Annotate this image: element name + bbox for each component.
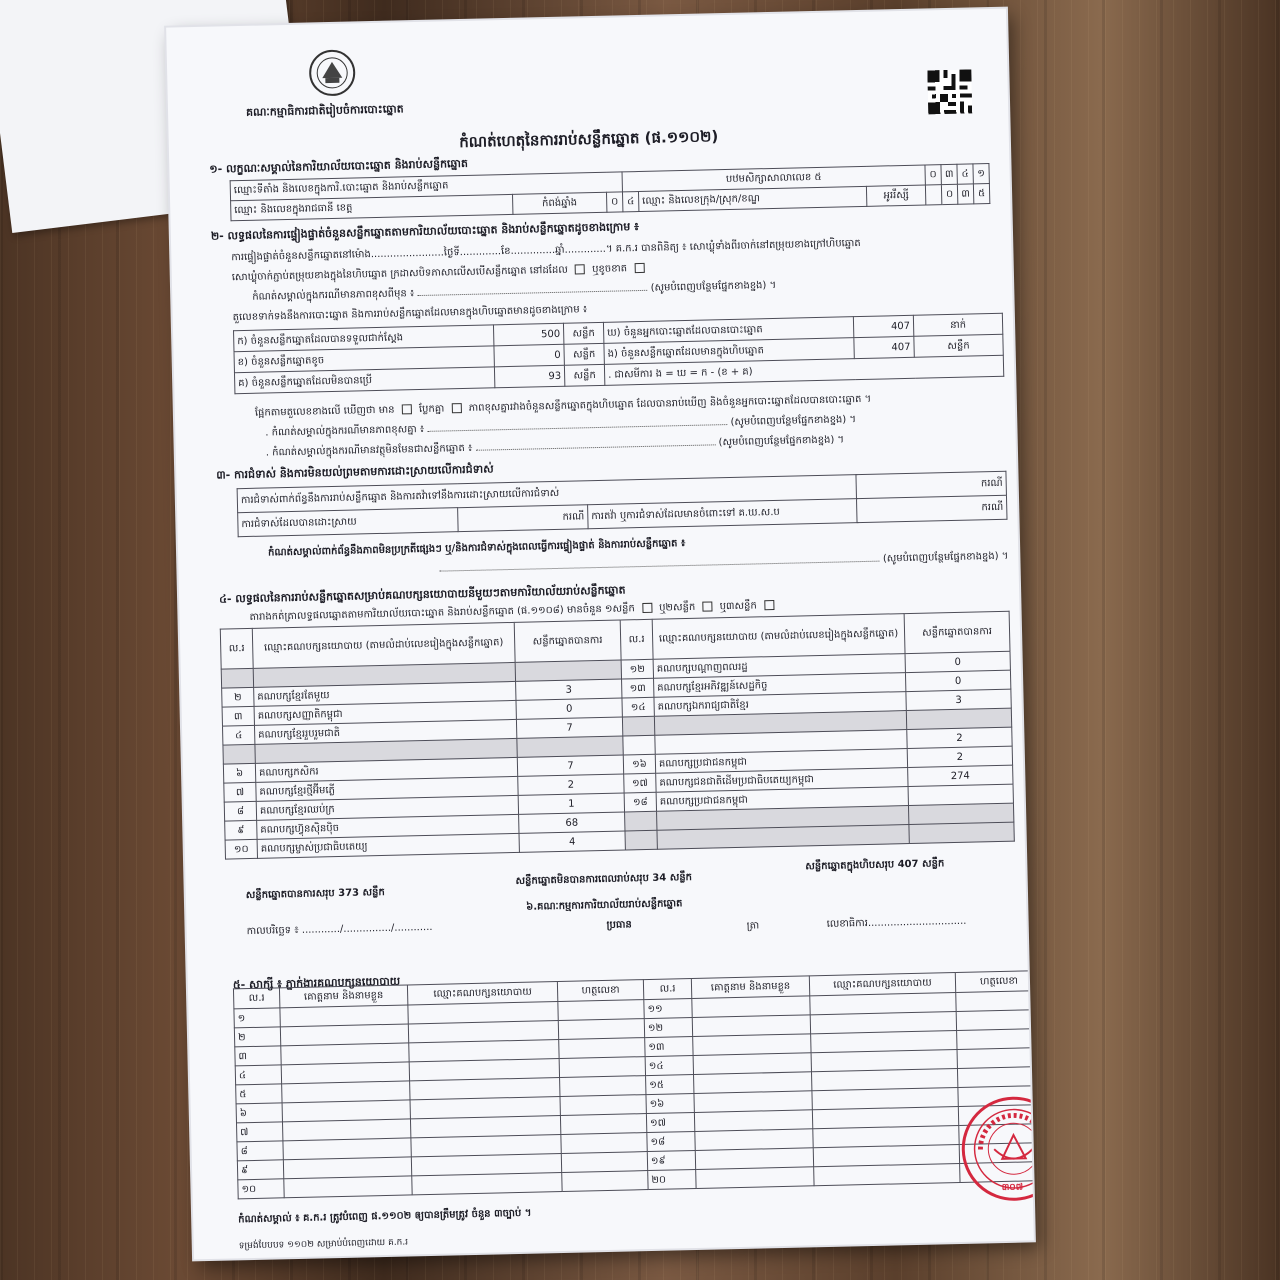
col-party: ឈ្មោះគណបក្សនយោបាយ	[809, 973, 955, 996]
count-unit: នាក់	[913, 313, 1002, 336]
party-name: គណបក្សម្ចាស់ប្រជាធិបតេយ្យ	[257, 833, 519, 858]
col-name: គោត្តនាម និងនាមខ្លួន	[691, 976, 809, 999]
party-votes	[909, 822, 1014, 843]
count-unit: សន្លឹក	[563, 322, 603, 344]
checkbox	[634, 263, 644, 273]
option-2: ឬ២សន្លឹក	[659, 601, 696, 614]
place-label: ឈ្មោះទីតាំង និងលេខក្នុងការិ.បោះឆ្នោត និងរាប់សន្លឹកឆ្នោត	[230, 172, 622, 201]
party-no: ៤	[222, 725, 254, 745]
witness-no: ១៣	[645, 1037, 693, 1057]
party-no: ១៨	[624, 792, 656, 812]
unit: សន្លឹក	[362, 886, 385, 899]
col-name: គោត្តនាម និងនាមខ្លួន	[279, 985, 407, 1008]
party-votes	[517, 736, 623, 757]
count-unit: សន្លឹក	[564, 343, 604, 365]
valid-value: 373	[338, 887, 360, 900]
party-name: គណបក្សកសិករ	[255, 757, 517, 782]
col-no: ល.រ	[620, 619, 653, 660]
witness-no: ៨	[237, 1141, 283, 1161]
party-name: គណបក្សហ៊្វុនស៊ិនប៉ិច	[257, 814, 519, 839]
witness-no: ១៤	[645, 1055, 693, 1075]
note-a-label: . កំណត់សម្គាល់ក្នុងករណីមានភាពខុសគ្នា ៖	[265, 423, 425, 439]
witness-table	[233, 970, 1034, 1199]
witness-cell	[559, 1038, 645, 1059]
col-votes: សន្លឹកឆ្នោតបានការ	[514, 620, 621, 662]
col-votes: សន្លឹកឆ្នោតបានការ	[904, 611, 1010, 653]
count-label: ង) ចំនួនសន្លឹកឆ្នោតដែលមានក្នុងហិបឆ្នោត	[604, 338, 854, 365]
count-value: 500	[493, 323, 563, 346]
seal-text: សោឃ្លុំចាក់ភ្ជាប់តម្រុយខាងក្នុងនៃហិបឆ្នោត ក្រដាសបិទភាសាលើសបើសន្លឹកឆ្នោត នៅដដែល	[231, 264, 568, 284]
witness-no: ១៩	[647, 1150, 695, 1170]
district-digit: ០	[607, 192, 623, 212]
count-unit: សន្លឹក	[914, 334, 1003, 357]
checkbox	[451, 403, 461, 413]
invalid-value: 34	[652, 872, 667, 884]
member-label: ត្រា	[746, 920, 760, 932]
witness-cell	[558, 1019, 644, 1040]
checkbox	[642, 603, 652, 613]
party-no: ១៣	[622, 678, 654, 698]
count-label: ក) ចំនួនសន្លឹកឆ្នោតដែលបានទទួលជាក់ស្តែង	[234, 325, 494, 352]
party-votes: 7	[517, 755, 623, 776]
col-party: ឈ្មោះគណបក្សនយោបាយ (តាមលំដាប់លេខរៀងក្នុងសន្លឹកឆ្នោត)	[652, 614, 905, 660]
count-value: 407	[853, 315, 913, 337]
witness-no: ៩	[237, 1160, 283, 1180]
witness-no: ២០	[648, 1169, 696, 1189]
checkbox	[575, 264, 585, 274]
party-no	[625, 811, 657, 831]
witness-no: ១០	[238, 1179, 284, 1199]
official-stamp	[961, 1096, 1034, 1202]
party-votes	[908, 784, 1013, 805]
valid-total	[246, 885, 385, 903]
count-label: គ) ចំនួនសន្លឹកឆ្នោតដែលមិនបានប្រើ	[234, 367, 494, 394]
compare-text: ផ្អែកតាមតួលេខខាងលើ ឃើញថា មាន	[254, 404, 395, 419]
unit: សន្លឹក	[921, 858, 945, 870]
box-total	[805, 856, 944, 874]
witness-no: ១៥	[646, 1074, 694, 1094]
fill-line	[418, 290, 648, 296]
checkbox	[402, 404, 412, 414]
note-b-label: . កំណត់សម្គាល់ក្នុងករណីមានវត្ថុមិនមែនជាសន្លឹកឆ្នោត ៖	[265, 442, 473, 459]
witness-cell	[284, 1176, 412, 1198]
witness-no: ១	[234, 1008, 280, 1028]
witness-no: ១៦	[646, 1093, 694, 1113]
section1-title: ១- លក្ខណៈសម្គាល់នៃការិយាល័យបោះឆ្នោត និងរាប់សន្លឹកឆ្នោត	[209, 156, 469, 176]
verification-line: ការផ្ទៀងផ្ទាត់ចំនួនសន្លឹកឆ្នោតនៅម៉ោង.......................ថ្ងៃទី.............ខែ..............ឆ្នាំ.............។ គ.ក.រ បានពិនិត្យ ៖ សោឃ្លុំទាំងពីរចាក់នៅតម្រុយខាងក្រៅហិបឆ្នោត	[231, 237, 861, 264]
place-value: បឋមសិក្សាសាលាលេខ ៥	[622, 165, 925, 192]
unit: សន្លឹក	[669, 871, 693, 884]
compare-option: ប្លែកគ្នា	[418, 403, 445, 416]
party-no: ១៤	[622, 697, 654, 717]
count-value: 0	[494, 344, 564, 367]
witness-no: ១៨	[647, 1131, 695, 1151]
count-unit: សន្លឹក	[564, 364, 604, 386]
party-results-table	[220, 611, 1015, 860]
place-digit: ០	[925, 165, 941, 185]
blank-cell	[925, 185, 941, 205]
district-digit: ៤	[623, 192, 639, 212]
witness-cell	[814, 1163, 960, 1185]
party-votes: 0	[516, 698, 622, 719]
party-no	[622, 716, 654, 736]
option-3: ឬ៣សន្លឹក	[719, 600, 757, 613]
date-line: កាលបរិច្ឆេទ ៖ ............/.............../............	[246, 921, 433, 938]
result-intro: តួលេខទាក់ទងនឹងការបោះឆ្នោត និងការរាប់សន្លឹកឆ្នោតដែលមានក្នុងហិបឆ្នោតមានដូចខាងក្រោម ៖	[232, 304, 588, 324]
witness-no: ៤	[235, 1065, 281, 1085]
party-name: គណបក្សប្រជាជនកម្ពុជា	[656, 787, 908, 812]
fill-line	[440, 561, 880, 572]
commission-name: គណៈកម្មាធិការជាតិរៀបចំការបោះឆ្នោត	[245, 102, 404, 119]
party-name: គណបក្សសញ្ញាតិកម្ពុជា	[254, 700, 516, 725]
party-votes	[906, 708, 1011, 729]
witness-no: ១១	[644, 999, 692, 1019]
province-label: ឈ្មោះ និងលេខក្នុងរាជធានី ខេត្ត	[231, 194, 513, 220]
commune-label: ឈ្មោះ និងលេខក្រុង/ស្រុក/ខណ្ឌ	[639, 186, 867, 211]
secretary-label: លេខាធិការ...............................	[826, 915, 967, 930]
party-no: ៩	[225, 820, 257, 840]
witness-no: ១២	[644, 1018, 692, 1038]
party-name: គណបក្សឯករាជ្យជាតិខ្មែរ	[654, 692, 906, 717]
party-votes: 68	[519, 812, 625, 833]
compare-rest: ភាពខុសគ្នារវាងចំនួនសន្លឹកឆ្នោតក្នុងហិបឆ្នោត ដែលបានរាប់ឃើញ និងចំនួនអ្នកបោះឆ្នោតដែលបានបោះឆ្នោត ។	[468, 393, 872, 414]
witness-cell	[957, 1067, 1033, 1088]
party-votes: 4	[519, 831, 625, 852]
col-party: ឈ្មោះគណបក្សនយោបាយ (តាមលំដាប់លេខរៀងក្នុងសន្លឹកឆ្នោត)	[252, 622, 515, 668]
party-no: ១៧	[624, 773, 656, 793]
witness-cell	[561, 1133, 647, 1154]
invalid-total	[515, 870, 692, 889]
party-no: ១៦	[623, 754, 655, 774]
party-no: ៧	[224, 782, 256, 802]
section3-title: ៣- ការជំទាស់ និងការមិនយល់ព្រមតាមការដោះស្រាយលើការជំទាស់	[216, 462, 494, 482]
commune-value: អូររឹស្សី	[866, 185, 925, 206]
party-no	[625, 830, 657, 850]
party-no: ៦	[223, 763, 255, 783]
party-name: គណបក្សខ្មែររួបរួមជាតិ	[254, 719, 516, 744]
party-no: ៨	[224, 801, 256, 821]
equation: . ជាសមីការ ង = ឃ = ក - (ខ + គ)	[604, 355, 1003, 385]
ballot-count-table	[233, 313, 1004, 394]
witness-cell	[559, 1057, 645, 1078]
party-votes: 0	[905, 670, 1010, 691]
fill-line	[476, 444, 716, 450]
fill-line	[427, 424, 727, 432]
case-unit: ករណី	[856, 471, 1007, 498]
section2-title: ២- លទ្ធផលនៃការផ្ទៀងផ្ទាត់ចំនួនសន្លឹកឆ្នោតតាមការិយាល័យបោះឆ្នោត និងរាប់សន្លឹកឆ្នោតដូចខាងក្រោម ៖	[210, 220, 640, 243]
form-code: ទម្រង់បែបបទ ១១០២ សម្រាប់បំពេញដោយ គ.ក.រ	[238, 1237, 409, 1252]
col-no: ល.រ	[233, 988, 279, 1009]
invalid-label: សន្លឹកឆ្នោតមិនបានការពេលរាប់សរុប	[515, 872, 649, 887]
chair-label: ប្រធាន	[606, 919, 632, 931]
party-votes: 2	[907, 746, 1012, 767]
witness-cell	[957, 1029, 1034, 1050]
col-no: ល.រ	[220, 628, 253, 669]
party-votes: 274	[908, 765, 1013, 786]
checkbox	[702, 601, 712, 611]
stamp-number: ៣០៧	[1001, 1182, 1024, 1194]
witness-cell	[561, 1152, 647, 1173]
party-no	[223, 744, 255, 764]
party-name: គណបក្សខ្មែរតែមួយ	[254, 681, 516, 706]
party-votes: 3	[906, 689, 1011, 710]
commune-digit: ០	[941, 184, 957, 204]
party-name: គណបក្សខ្មែរឈប់ក្រ	[256, 795, 518, 820]
party-votes: 2	[518, 774, 624, 795]
commission-signature-title: ៦.គណៈកម្មការការិយាល័យរាប់សន្លឹកឆ្នោត	[526, 898, 683, 913]
objection-label: ការជំទាស់ពាក់ព័ន្ធនឹងការរាប់សន្លឹកឆ្នោត និងការតវ៉ាទៅនឹងការដោះស្រាយលើការជំទាស់	[237, 475, 856, 513]
party-no: ១២	[621, 659, 653, 679]
col-sign: ហត្ថលេខា	[955, 971, 1034, 993]
party-votes: 3	[516, 679, 622, 700]
party-no	[623, 735, 655, 755]
party-votes	[515, 660, 621, 681]
witness-cell	[560, 1076, 646, 1097]
party-rows	[221, 651, 1014, 859]
witness-rows	[234, 991, 1034, 1199]
footer-note: កំណត់សម្គាល់ ៖ គ.ក.រ ត្រូវបំពេញ ផ.១១០២ ឲ្យបានត្រឹមត្រូវ ចំនួន ៣ច្បាប់ ។	[238, 1207, 532, 1226]
section5-title: ៥- សាក្សី ៖ ភ្នាក់ងារគណបក្សនយោបាយ	[232, 974, 401, 992]
place-digit: ១	[973, 164, 989, 184]
checkbox	[764, 600, 774, 610]
count-label: ឃ) ចំនួនអ្នកបោះឆ្នោតដែលបានបោះឆ្នោត	[603, 317, 853, 344]
qr-code-icon	[927, 69, 972, 114]
party-name: គណបក្សខ្មែរអភិវឌ្ឍន៍សេដ្ឋកិច្ច	[654, 673, 906, 698]
col-party: ឈ្មោះគណបក្សនយោបាយ	[407, 982, 557, 1005]
total-value: 407	[897, 858, 919, 871]
case-unit: ករណី	[856, 495, 1007, 522]
party-no: ១០	[225, 839, 257, 859]
party-name: គណបក្សខ្មែរថ្មីអ៊ីមភ្លើ	[256, 776, 518, 801]
witness-no: ៧	[236, 1122, 282, 1142]
count-label: ខ) ចំនួនសន្លឹកឆ្នោតខូច	[234, 346, 494, 373]
total-label: សន្លឹកឆ្នោតក្នុងហិបសរុប	[805, 859, 895, 873]
witness-cell	[560, 1095, 646, 1116]
witness-cell	[957, 1048, 1034, 1069]
party-no	[221, 668, 253, 688]
form-sheet	[166, 9, 1034, 1260]
col-sign: ហត្ថលេខា	[557, 980, 643, 1002]
witness-cell	[560, 1114, 646, 1135]
intro-text: តារាងកត់ត្រាលទ្ធផលឆ្នោតតាមការិយាល័យបោះឆ្នោត និងរាប់សន្លឹកឆ្នោត (ផ.១១០៨) មានចំនួន ១សន្លឹក	[249, 603, 635, 623]
witness-cell	[956, 991, 1034, 1012]
party-name: គណបក្សប្រជាជនកម្ពុជា	[655, 749, 907, 774]
appeal-label: ការតវ៉ា ឬការជំទាស់ដែលមានចំពោះទៅ គ.ឃ.ស.ប	[588, 499, 857, 529]
place-digit: ៣	[941, 164, 957, 184]
party-votes	[908, 803, 1013, 824]
nec-logo-icon	[307, 47, 358, 98]
stamp-emblem-icon	[964, 1099, 1034, 1199]
note-hint: (សូមបំពេញបន្ថែមផ្នែកខាងខ្នង) ។	[730, 414, 857, 428]
party-votes: 7	[516, 717, 622, 738]
witness-cell	[956, 1010, 1034, 1031]
resolved-label: ការជំទាស់ដែលបានដោះស្រាយ	[238, 508, 458, 537]
commune-digit: ៣	[957, 184, 973, 204]
witness-cell	[696, 1167, 814, 1189]
witness-no: ៥	[236, 1084, 282, 1104]
witness-no: ១៧	[646, 1112, 694, 1132]
witness-no: ៣	[235, 1046, 281, 1066]
note-hint: (សូមបំពេញបន្ថែមផ្នែកខាងខ្នង) ។	[882, 550, 1009, 565]
party-votes: 0	[905, 651, 1010, 672]
count-value: 93	[494, 365, 564, 388]
irregularity-note: កំណត់សម្គាល់ពាក់ព័ន្ធនឹងភាពមិនប្រក្រតីផ្សេងៗ ឬ/និងការជំទាស់ក្នុងពេលធ្វើការផ្ទៀងផ្ទាត់ និងការរាប់សន្លឹកឆ្នោត ៖	[267, 538, 686, 559]
witness-no: ៦	[236, 1103, 282, 1123]
col-no: ល.រ	[643, 979, 691, 1000]
case-unit: ករណី	[458, 505, 589, 532]
count-value: 407	[854, 336, 914, 358]
document-title: កំណត់ហេតុនៃការរាប់សន្លឹកឆ្នោត (ផ.១១០២)	[459, 127, 719, 152]
commune-digit: ៥	[973, 184, 989, 204]
party-no: ៣	[222, 706, 254, 726]
section4-title: ៤- លទ្ធផលនៃការរាប់សន្លឹកឆ្នោតសម្រាប់គណបក្សនយោបាយនីមួយៗតាមការិយាល័យរាប់សន្លឹកឆ្នោត	[218, 583, 626, 606]
party-no: ២	[222, 687, 254, 707]
witness-cell	[562, 1171, 648, 1192]
witness-cell	[412, 1173, 562, 1195]
witness-cell	[558, 1000, 644, 1021]
party-votes: 1	[518, 793, 624, 814]
note-hint: (សូមបំពេញបន្ថែមផ្នែកខាងខ្នង) ។	[718, 434, 845, 449]
district-label: កំពង់ឆ្នាំង	[512, 192, 607, 214]
note-hint: (សូមបំពេញបន្ថែមផ្នែកខាងខ្នង) ។	[650, 279, 777, 294]
place-digit: ៤	[957, 164, 973, 184]
party-name: គណបក្សបណ្តាញពលរដ្ឋ	[653, 654, 905, 679]
damaged-option: ឬខូចខាត	[592, 263, 628, 276]
note-label: កំណត់សម្គាល់ក្នុងករណីមានភាពខុសពីមុន ៖	[252, 288, 415, 303]
valid-label: សន្លឹកឆ្នោតបានការសរុប	[245, 888, 335, 902]
party-name: គណបក្សជនជាតិដើមប្រជាធិបតេយ្យកម្ពុជា	[656, 768, 908, 793]
party-votes: 2	[907, 727, 1012, 748]
witness-no: ២	[234, 1027, 280, 1047]
